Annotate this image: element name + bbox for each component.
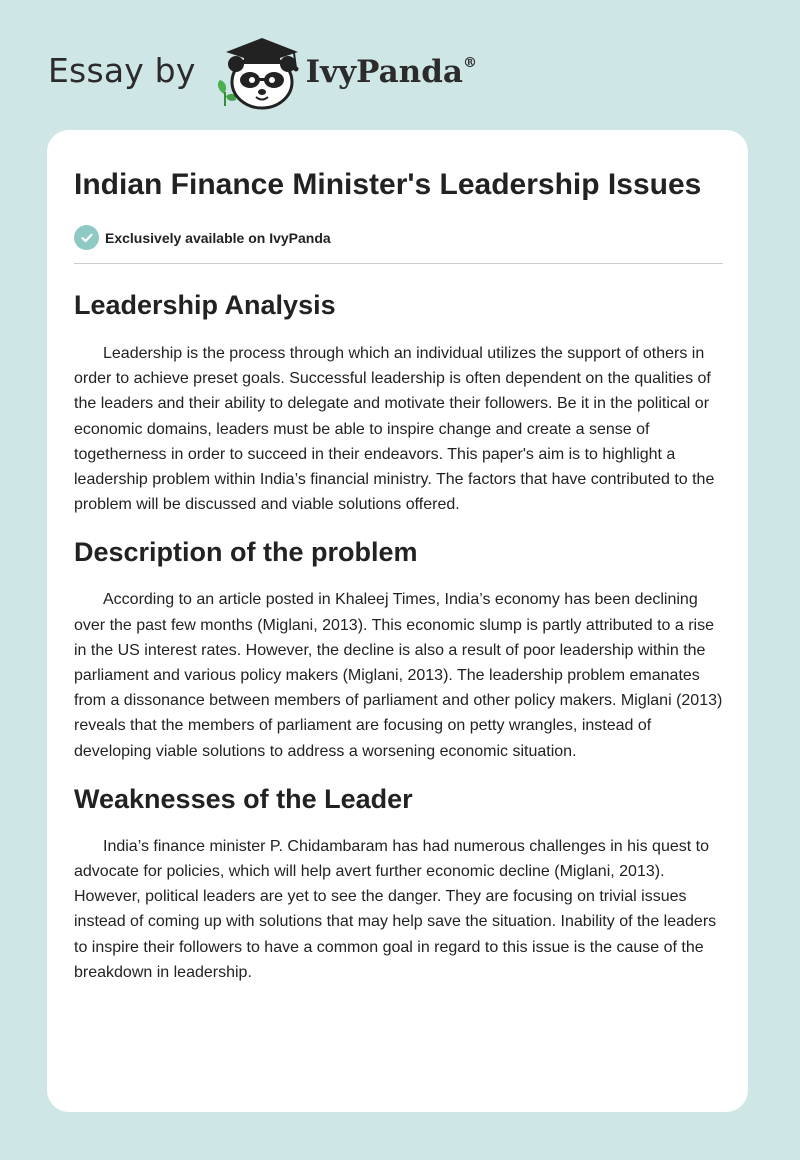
section-heading: Leadership Analysis	[74, 290, 336, 320]
brand-name[interactable]: IvyPanda®	[305, 54, 477, 90]
section-paragraph: Leadership is the process through which an individual utilizes the support of others in order to achieve preset goals. Successful leadership is often dependent on the qualities of the leaders and their ability to delegate and motivate their followers. Be it in the political or economic domains, leaders must be able to inspire change and create a sense of togetherness in order to succeed in their endeavors. This paper's aim is to highlight a leadership problem within India’s financial ministry. The factors that have contributed to the problem will be discussed and viable solutions offered.	[74, 345, 715, 514]
registered-mark: ®	[462, 54, 477, 71]
section-heading: Weaknesses of the Leader	[74, 783, 413, 814]
check-circle-icon	[74, 225, 99, 250]
exclusive-badge	[74, 225, 724, 250]
panda-logo-icon[interactable]	[210, 34, 302, 114]
essay-content	[74, 164, 724, 985]
section-paragraph: According to an article posted in Khaleej Times, India’s economy has been declining over the past few months (Miglani, 2013). This economic slump is partly attributed to a rise in the US interest rates. However, the decline is also a result of poor leadership within the parliament and various policy makers (Miglani, 2013). The leadership problem emanates from a dissonance between members of parliament and other policy makers. Miglani (2013) reveals that the members of parliament are focusing on petty wrangles, instead of developing viable solutions to address a worsening economic situation.	[74, 591, 723, 760]
section-heading: Description of the problem	[74, 537, 418, 568]
section-description-of-problem	[74, 535, 724, 763]
title-divider	[74, 263, 723, 264]
essay-card	[47, 130, 748, 1112]
site-header	[48, 34, 568, 114]
page-title: Indian Finance Minister's Leadership Issues	[74, 168, 702, 201]
badge-text: Exclusively available on IvyPanda	[105, 229, 331, 246]
essay-by-label: Essay by	[48, 50, 196, 90]
section-leadership-analysis	[74, 288, 724, 517]
section-paragraph: India’s finance minister P. Chidambaram has had numerous challenges in his quest to advocate for policies, which will help avert further economic decline (Miglani, 2013). However, political leaders are yet to see the danger. They are focusing on trivial issues instead of coming up with solutions that may help save the situation. Inability of the leaders to inspire their followers to have a common goal in regard to this issue is the cause of the breakdown in leadership.	[74, 837, 717, 981]
section-weaknesses-of-leader	[74, 782, 724, 985]
